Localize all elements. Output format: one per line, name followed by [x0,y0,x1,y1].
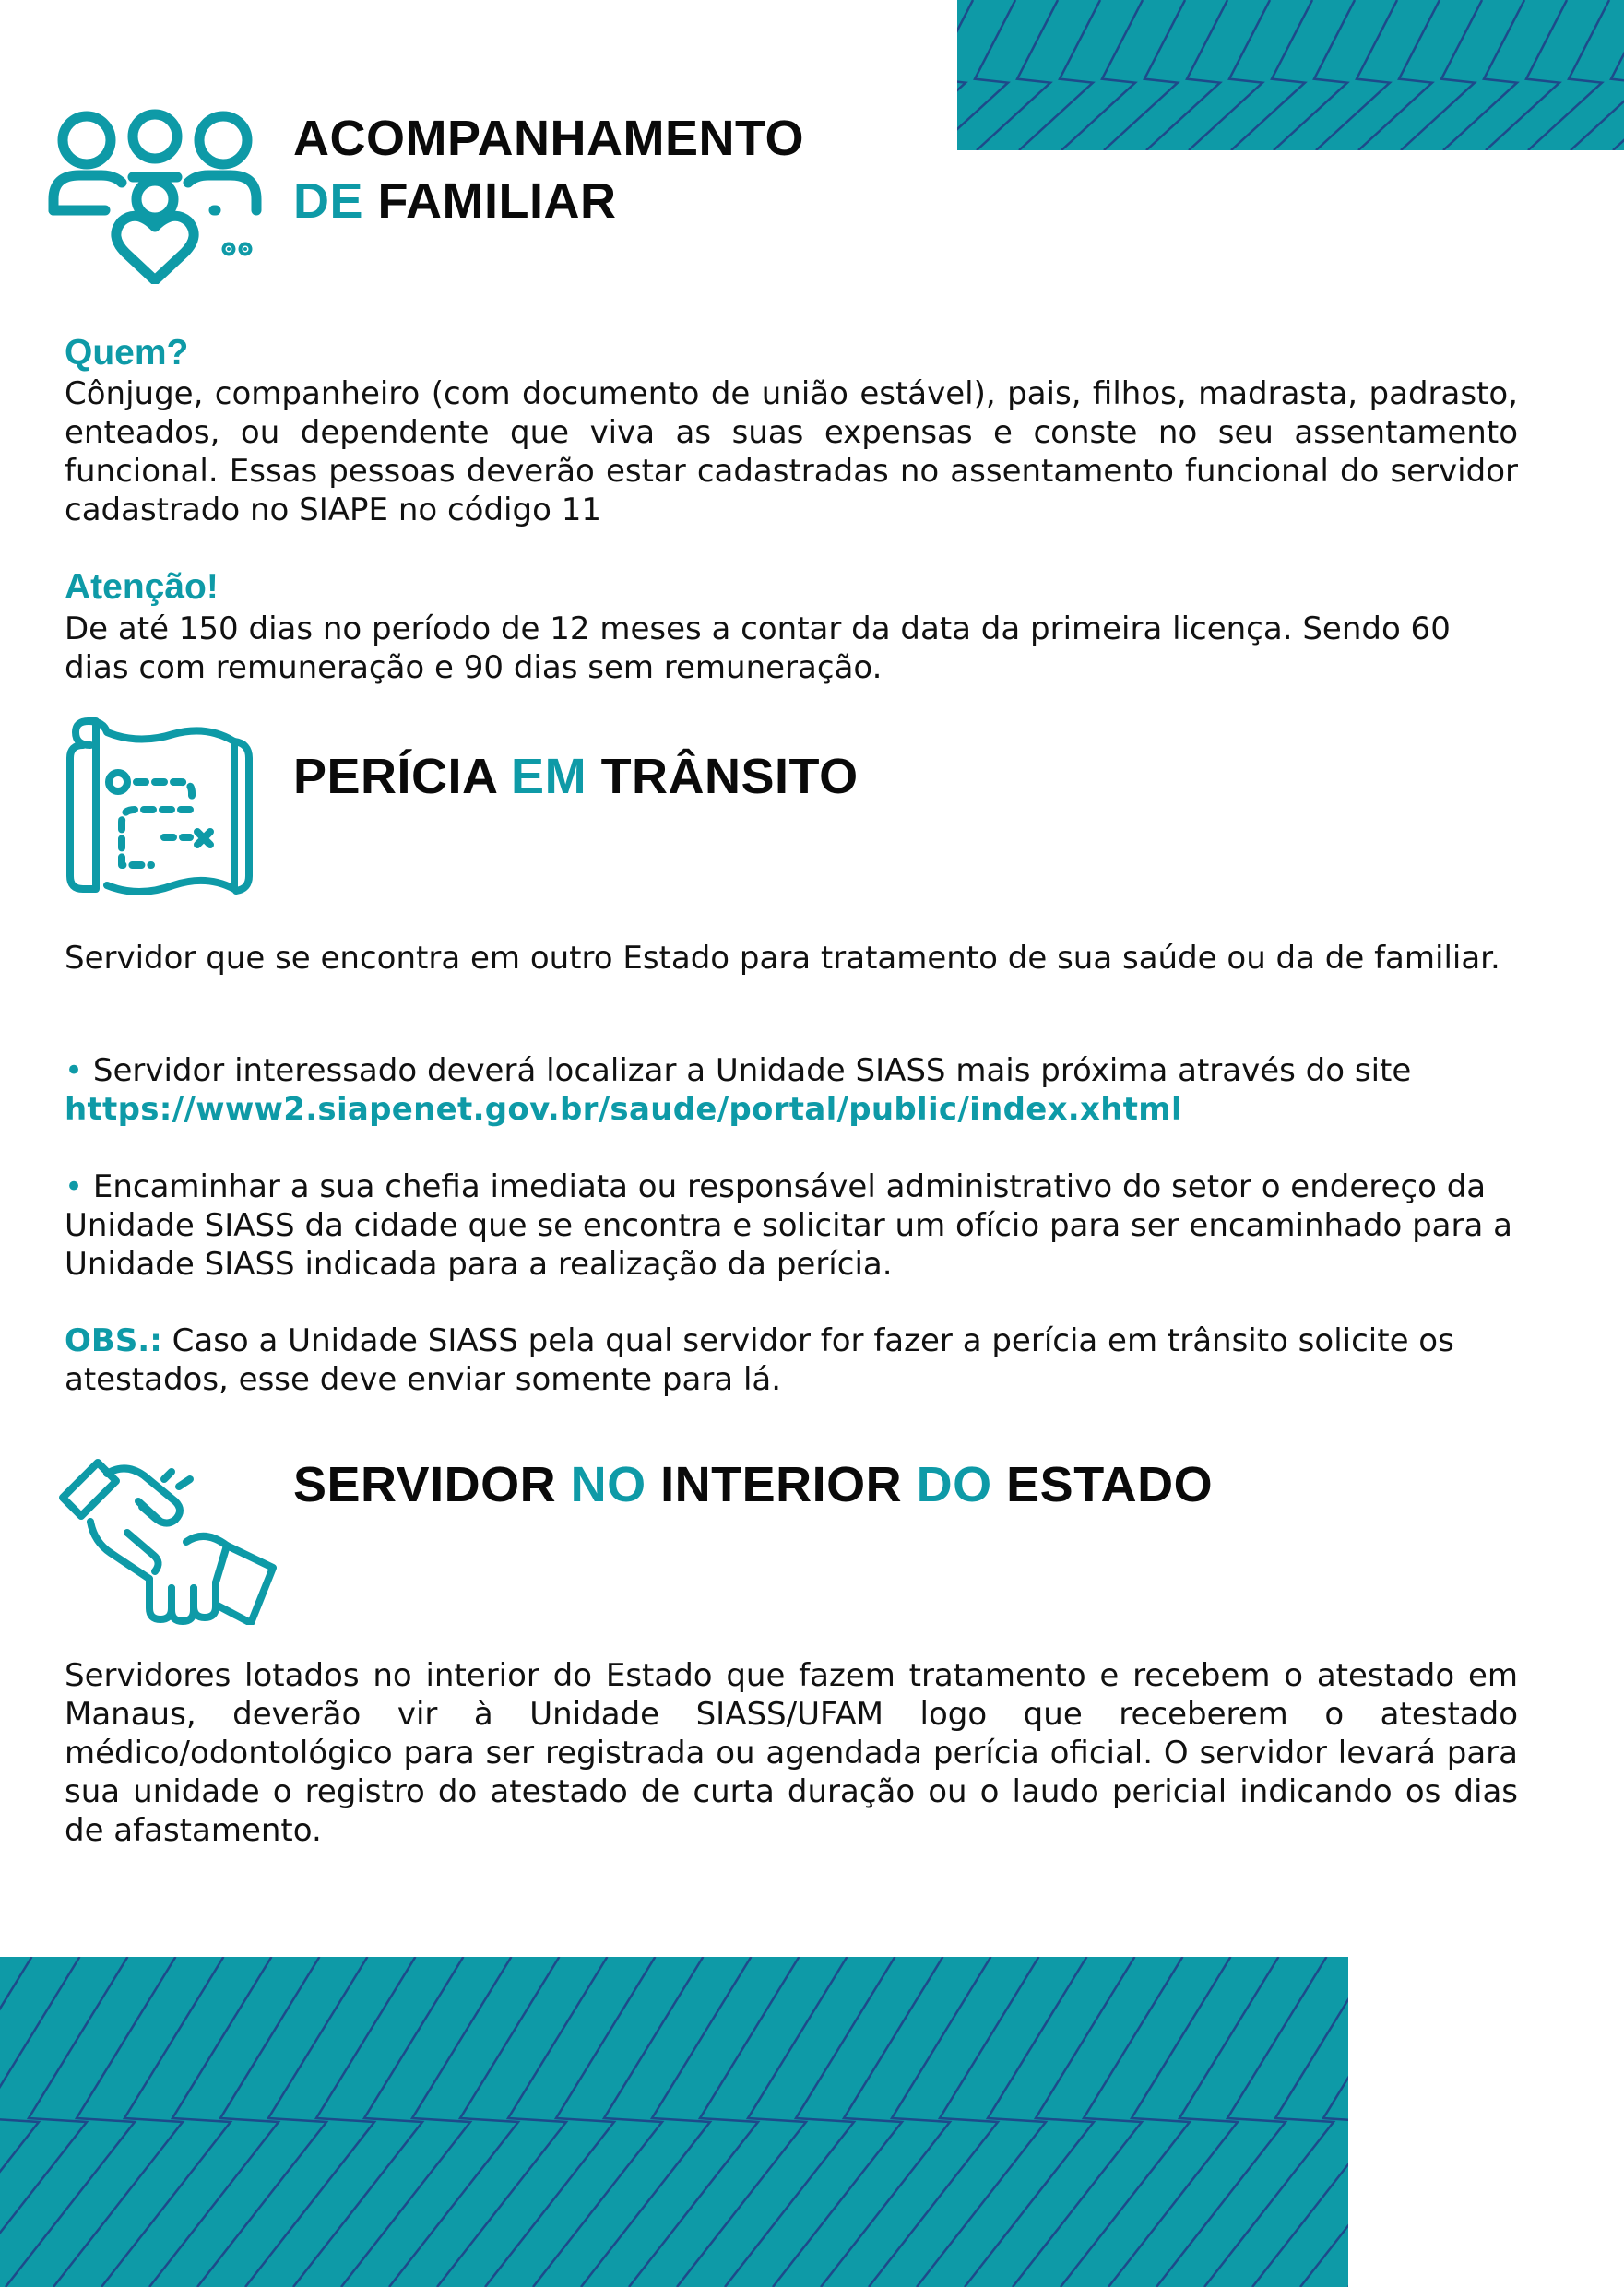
decorative-stripe [0,1957,127,2287]
decorative-stripe [1274,0,1355,150]
bullet-1-text: Servidor interessado deverá localizar a Unidade SIASS mais próxima através do site [92,1052,1412,1089]
obs-text: Caso a Unidade SIASS pela qual servidor for fazer a perícia em trânsito solicite os atestados, esse deve enviar somente para lá. [65,1322,1454,1398]
decorative-stripe [1401,0,1482,150]
obs-note [65,1321,1518,1399]
atencao-paragraph: De até 150 dias no período de 12 meses a contar da data da primeira licença. Sendo 60 dias com remuneração e 90 dias sem remuneração. [65,610,1451,686]
decorative-stripe [0,1957,79,2287]
bullet-2-text: Encaminhar a sua chefia imediata ou responsável administrativo do setor o endereço da Unidade SIASS da cidade que se encontra e solicitar um ofício para ser encaminhado para a Unidade SIASS indicada para a realização da perícia. [65,1168,1512,1283]
bullet-dot-icon: • [65,1052,84,1089]
decorative-stripe [1316,0,1397,150]
page-title-acompanhamento [293,107,804,232]
family-group-heart-icon [48,109,262,284]
siapenet-portal-link[interactable]: https://www2.siapenet.gov.br/saude/portal/public/index.xhtml [65,1091,1182,1128]
title-line-1: ACOMPANHAMENTO [293,111,804,166]
decorative-stripe [977,0,1058,150]
decorative-stripe [1019,0,1100,150]
decorative-stripe [1613,0,1624,150]
decorative-stripe [1189,0,1270,150]
decorative-stripe [1358,0,1440,150]
bottom-band-stripes [0,1957,1348,2287]
decorative-stripe [957,0,1015,150]
bullet-dot-icon: • [65,1168,84,1205]
heading-word-transito: TRÂNSITO [600,749,859,804]
heading-word-interior: INTERIOR [660,1457,903,1512]
top-band-stripes [957,0,1624,150]
bottom-decorative-band [0,1957,1348,2287]
heading-word-estado: ESTADO [1006,1457,1214,1512]
decorative-stripe [1061,0,1143,150]
decorative-stripe [1443,0,1524,150]
bullet-encaminhar-chefia [65,1167,1518,1284]
title-accent-word: DE [293,173,364,229]
pericia-em-transito-heading [293,745,859,808]
heading-accent-em: EM [511,749,587,804]
servidor-interior-heading [293,1453,1213,1516]
heading-accent-no: NO [570,1457,646,1512]
quem-paragraph: Cônjuge, companheiro (com documento de união estável), pais, filhos, madrasta, padrasto, enteados, ou dependente que viva as suas expensas e conste no seu assentamento funcional. Essas pessoas deverão estar cadastradas no assentamento funcional do servidor cadastrado no SIAPE no código 11 [65,375,1518,528]
heading-word-servidor: SERVIDOR [293,1457,557,1512]
title-line-2-rest: FAMILIAR [377,173,617,229]
decorative-stripe [1104,0,1185,150]
heading-accent-do: DO [916,1457,992,1512]
obs-label: OBS.: [65,1322,162,1359]
decorative-stripe [1528,0,1609,150]
heading-word-pericia: PERÍCIA [293,749,497,804]
atencao-subheading: Atenção! [65,567,219,607]
treasure-map-icon [63,717,256,904]
quem-subheading: Quem? [65,333,189,373]
top-right-decorative-band [957,0,1624,150]
helping-hand-icon [57,1453,279,1625]
decorative-stripe [1146,0,1227,150]
decorative-stripe [1486,0,1567,150]
bullet-localizar-siass [65,1051,1518,1129]
pericia-intro-paragraph: Servidor que se encontra em outro Estado para tratamento de sua saúde ou da de familiar. [65,940,1500,977]
interior-paragraph: Servidores lotados no interior do Estado que fazem tratamento e recebem o atestado em Manaus, deverão vir à Unidade SIASS/UFAM logo que receberem o atestado médico/odontológico para ser registrada ou agendada perícia oficial. O servidor levará para sua unidade o registro do atestado de curta duração ou o laudo pericial indicando os dias de afastamento. [65,1657,1518,1849]
decorative-stripe [1231,0,1312,150]
